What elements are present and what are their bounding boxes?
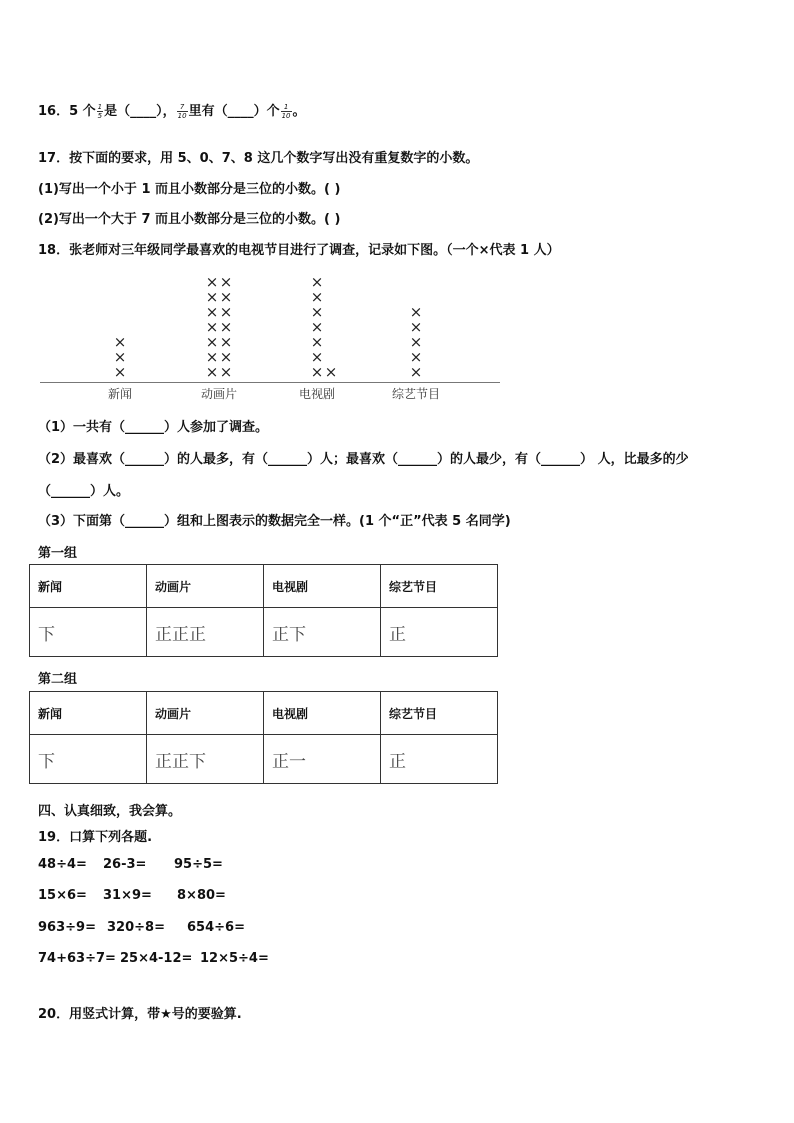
tally-mark: ×	[205, 273, 219, 291]
q18-title: 18．张老师对三年级同学最喜欢的电视节目进行了调查，记录如下图。（一个×代表 1 人）	[38, 243, 560, 258]
table-cell: 正正正	[147, 608, 264, 657]
tally-row	[113, 365, 127, 380]
table-header-cell: 电视剧	[264, 692, 381, 735]
tally-column	[113, 335, 127, 380]
q16-part1: 5 个	[69, 104, 96, 119]
table-header-cell: 电视剧	[264, 565, 381, 608]
tally-mark: ×	[113, 348, 127, 366]
tally-mark: ×	[219, 288, 233, 306]
group1-table	[29, 564, 498, 657]
tally-mark: ×	[409, 363, 423, 381]
q18-sub1: （1）一共有（______）人参加了调查。	[38, 420, 269, 435]
tally-row	[409, 365, 423, 380]
tally-mark: ×	[205, 333, 219, 351]
table-cell: 正一	[264, 735, 381, 784]
q18-sub2b: （______）人。	[38, 484, 130, 499]
tally-mark: ×	[219, 333, 233, 351]
tally-mark: ×	[205, 348, 219, 366]
fraction-seven-tenths: $\frac{7}{10}$	[177, 103, 187, 120]
table-row	[30, 735, 498, 784]
tally-mark: ×	[310, 273, 324, 291]
q16-part2: 是（____），	[104, 104, 176, 119]
table-header-cell: 综艺节目	[381, 692, 498, 735]
calc-item: 26-3=	[103, 857, 147, 872]
tally-column	[310, 275, 338, 380]
calc-item: 95÷5=	[174, 857, 223, 872]
tally-chart	[40, 266, 502, 406]
table-header-cell: 动画片	[147, 565, 264, 608]
tally-mark: ×	[310, 318, 324, 336]
tally-mark: ×	[205, 288, 219, 306]
chart-axis-line	[40, 382, 500, 383]
category-label: 动画片	[200, 387, 238, 401]
table-header-cell: 动画片	[147, 692, 264, 735]
table-header-cell: 新闻	[30, 565, 147, 608]
fraction-one-fifth: $\frac{1}{5}$	[97, 103, 103, 120]
tally-mark: ×	[205, 303, 219, 321]
table-cell: 下	[30, 735, 147, 784]
tally-mark: ×	[205, 363, 219, 381]
tally-mark: ×	[409, 333, 423, 351]
tally-mark: ×	[219, 348, 233, 366]
tally-column	[205, 275, 233, 380]
q17-sub1: (1)写出一个小于 1 而且小数部分是三位的小数。( )	[38, 182, 341, 197]
tally-mark: ×	[219, 318, 233, 336]
calc-item: 320÷8=	[107, 920, 165, 935]
calc-item: 48÷4=	[38, 857, 87, 872]
tally-row	[310, 365, 338, 380]
calc-item: 31×9=	[103, 888, 152, 903]
q16-number: 16．	[38, 104, 70, 119]
tally-column	[409, 305, 423, 380]
category-label: 新闻	[107, 387, 133, 401]
q17-sub2: (2)写出一个大于 7 而且小数部分是三位的小数。( )	[38, 212, 341, 227]
calc-item: 8×80=	[177, 888, 226, 903]
q18-sub3: （3）下面第（______）组和上图表示的数据完全一样。(1 个“正”代表 5 名同学)	[38, 514, 511, 529]
table-header-row	[30, 565, 498, 608]
calc-item: 25×4-12=	[120, 951, 193, 966]
q19-title: 19．口算下列各题.	[38, 830, 153, 845]
table-cell: 下	[30, 608, 147, 657]
calc-item: 963÷9=	[38, 920, 96, 935]
table-cell: 正下	[264, 608, 381, 657]
tally-mark: ×	[113, 363, 127, 381]
group2-table	[29, 691, 498, 784]
q18-sub2a: （2）最喜欢（______）的人最多，有（______）人；最喜欢（______）的人最少，有（______） 人，比最多的少	[38, 452, 689, 467]
q16-end: 。	[292, 104, 306, 119]
tally-mark: ×	[310, 348, 324, 366]
tally-row	[205, 365, 233, 380]
calc-item: 654÷6=	[187, 920, 245, 935]
table-cell: 正正下	[147, 735, 264, 784]
tally-mark: ×	[310, 333, 324, 351]
tally-mark: ×	[310, 363, 324, 381]
tally-mark: ×	[219, 273, 233, 291]
question-16	[38, 100, 306, 120]
table-header-row	[30, 692, 498, 735]
table-cell: 正	[381, 608, 498, 657]
tally-mark: ×	[409, 303, 423, 321]
tally-mark: ×	[219, 303, 233, 321]
calc-item: 15×6=	[38, 888, 87, 903]
q16-part3: 里有（____）个	[188, 104, 280, 119]
tally-mark: ×	[409, 318, 423, 336]
tally-mark: ×	[205, 318, 219, 336]
category-label: 电视剧	[298, 387, 336, 401]
calc-item: 74+63÷7=	[38, 951, 116, 966]
tally-mark: ×	[310, 303, 324, 321]
calc-item: 12×5÷4=	[200, 951, 269, 966]
table-cell: 正	[381, 735, 498, 784]
table-header-cell: 综艺节目	[381, 565, 498, 608]
q20-title: 20．用竖式计算，带★号的要验算.	[38, 1007, 242, 1022]
group2-label: 第二组	[38, 672, 78, 687]
group1-label: 第一组	[38, 546, 78, 561]
tally-mark: ×	[409, 348, 423, 366]
table-row	[30, 608, 498, 657]
section-4-heading: 四、认真细致，我会算。	[38, 804, 182, 819]
category-label: 综艺节目	[391, 387, 441, 401]
tally-mark: ×	[113, 333, 127, 351]
q17-title: 17．按下面的要求，用 5、0、7、8 这几个数字写出没有重复数字的小数。	[38, 151, 479, 166]
tally-mark: ×	[310, 288, 324, 306]
fraction-one-tenth: $\frac{1}{10}$	[281, 103, 291, 120]
table-header-cell: 新闻	[30, 692, 147, 735]
tally-mark: ×	[324, 363, 338, 381]
tally-mark: ×	[219, 363, 233, 381]
